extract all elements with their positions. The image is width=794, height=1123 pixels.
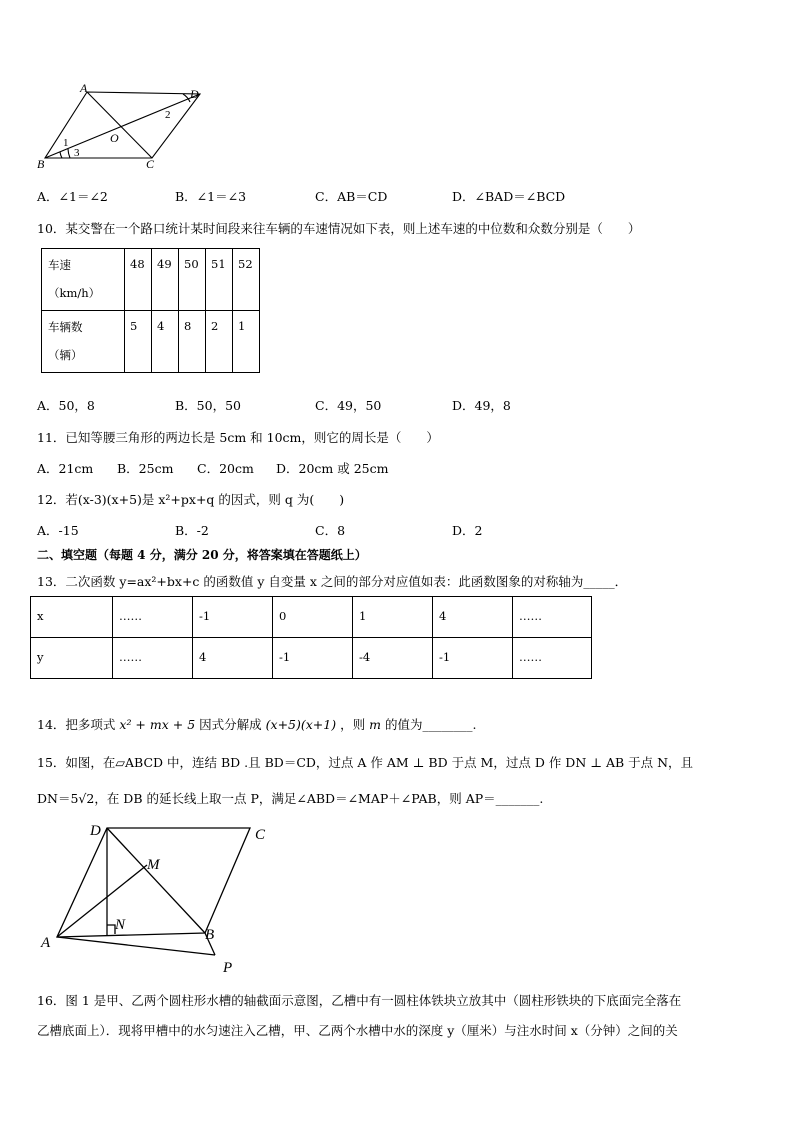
table-cell: …… xyxy=(113,638,193,679)
angle-label-1: 1 xyxy=(63,137,69,149)
q14-prefix: 14．把多项式 xyxy=(37,717,116,732)
q10-option-c: C．49，50 xyxy=(315,398,382,413)
q9-option-d: D．∠BAD＝∠BCD xyxy=(452,189,566,204)
q14-variable: m xyxy=(369,717,381,732)
table-cell: 4 xyxy=(152,311,179,373)
speed-unit: （km/h） xyxy=(48,286,101,300)
table-row xyxy=(31,597,592,638)
table-cell: 8 xyxy=(179,311,206,373)
vertex-label-b: B xyxy=(205,927,215,943)
parallelogram-figure-q15 xyxy=(35,815,285,980)
table-cell: …… xyxy=(513,597,592,638)
q12-option-c: C．8 xyxy=(315,523,346,538)
table-cell: x xyxy=(31,597,113,638)
q10-text: 10．某交警在一个路口统计某时间段来往车辆的车速情况如下表，则上述车速的中位数和众数分别是（ ） xyxy=(37,221,641,236)
vertex-label-c: C xyxy=(146,157,155,171)
table-row xyxy=(42,249,260,311)
table-cell: -1 xyxy=(193,597,273,638)
table-cell: 4 xyxy=(193,638,273,679)
q12-option-a: A．-15 xyxy=(37,523,79,538)
table-cell: 1 xyxy=(233,311,260,373)
table-cell: 48 xyxy=(125,249,152,311)
vertex-label-b: B xyxy=(37,157,45,171)
vehicle-count-unit: （辆） xyxy=(48,348,83,362)
parallelogram-figure-q9 xyxy=(30,80,220,175)
q10-option-d: D．49，8 xyxy=(452,398,511,413)
q14-text xyxy=(37,715,476,733)
table-cell: 2 xyxy=(206,311,233,373)
vertex-label-c: C xyxy=(255,827,266,843)
vertex-label-a: A xyxy=(41,935,51,951)
q11-text: 11．已知等腰三角形的两边长是 5cm 和 10cm，则它的周长是（ ） xyxy=(37,430,439,445)
q9-option-a: A．∠1＝∠2 xyxy=(37,189,108,204)
table-cell: y xyxy=(31,638,113,679)
q14-after: ，则 xyxy=(340,717,366,732)
table-cell: …… xyxy=(113,597,193,638)
table-cell: …… xyxy=(513,638,592,679)
table-row xyxy=(31,638,592,679)
q11-option-d: D．20cm 或 25cm xyxy=(276,461,389,476)
q14-polynomial: x² + mx + 5 xyxy=(119,717,196,732)
function-value-table xyxy=(30,596,592,679)
q13-text: 13．二次函数 y=ax²+bx+c 的函数值 y 自变量 x 之间的部分对应值如表：此函数图象的对称轴为_____． xyxy=(37,574,628,589)
table-cell: 51 xyxy=(206,249,233,311)
angle-label-2: 2 xyxy=(165,109,171,121)
vertex-label-a: A xyxy=(80,81,88,95)
q11-option-c: C．20cm xyxy=(197,461,254,476)
q11-option-a: A．21cm xyxy=(37,461,94,476)
table-cell: 52 xyxy=(233,249,260,311)
q11-option-b: B．25cm xyxy=(117,461,174,476)
point-label-p: P xyxy=(223,960,233,976)
q9-option-c: C．AB＝CD xyxy=(315,189,388,204)
table-cell: -4 xyxy=(353,638,433,679)
q10-option-a: A．50，8 xyxy=(37,398,95,413)
table-cell: 0 xyxy=(273,597,353,638)
q15-text-line1: 15．如图，在▱ABCD 中，连结 BD .且 BD＝CD，过点 A 作 AM ⊥ BD 于点 M，过点 D 作 DN ⊥ AB 于点 N，且 xyxy=(37,755,694,770)
table-cell: 1 xyxy=(353,597,433,638)
q12-text: 12．若(x-3)(x+5)是 x²+px+q 的因式，则 q 为( ) xyxy=(37,492,345,507)
q12-option-b: B．-2 xyxy=(175,523,209,538)
q9-option-b: B．∠1＝∠3 xyxy=(175,189,247,204)
vertex-label-d: D xyxy=(190,87,199,101)
q16-text-line1: 16．图 1 是甲、乙两个圆柱形水槽的轴截面示意图，乙槽中有一圆柱体铁块立放其中（圆柱形铁块的下底面完全落在 xyxy=(37,993,682,1008)
table-cell: 4 xyxy=(433,597,513,638)
point-label-n: N xyxy=(115,917,126,933)
table-header-cell xyxy=(42,249,125,311)
center-label-o: O xyxy=(110,131,119,145)
table-cell: 49 xyxy=(152,249,179,311)
vertex-label-d: D xyxy=(90,823,101,839)
table-row xyxy=(42,311,260,373)
q14-factored: (x+5)(x+1) xyxy=(265,717,337,732)
table-header-cell xyxy=(42,311,125,373)
angle-label-3: 3 xyxy=(74,147,80,159)
q14-middle: 因式分解成 xyxy=(199,717,262,732)
q16-text-line2: 乙槽底面上）．现将甲槽中的水匀速注入乙槽，甲、乙两个水槽中水的深度 y（厘米）与注水时间 x（分钟）之间的关 xyxy=(37,1023,678,1038)
table-cell: 5 xyxy=(125,311,152,373)
speed-label: 车速 xyxy=(48,258,71,272)
q15-text-line2: DN＝5√2，在 DB 的延长线上取一点 P，满足∠ABD＝∠MAP＋∠PAB，则 AP＝_______. xyxy=(37,791,544,806)
point-label-m: M xyxy=(147,857,160,873)
q14-suffix: 的值为________. xyxy=(384,717,477,732)
table-cell: -1 xyxy=(273,638,353,679)
q12-option-d: D．2 xyxy=(452,523,483,538)
section-title: 二、填空题（每题 4 分，满分 20 分，将答案填在答题纸上） xyxy=(37,548,367,562)
table-cell: 50 xyxy=(179,249,206,311)
speed-table xyxy=(41,248,260,373)
table-cell: -1 xyxy=(433,638,513,679)
vehicle-count-label: 车辆数 xyxy=(48,320,83,334)
q10-option-b: B．50，50 xyxy=(175,398,241,413)
